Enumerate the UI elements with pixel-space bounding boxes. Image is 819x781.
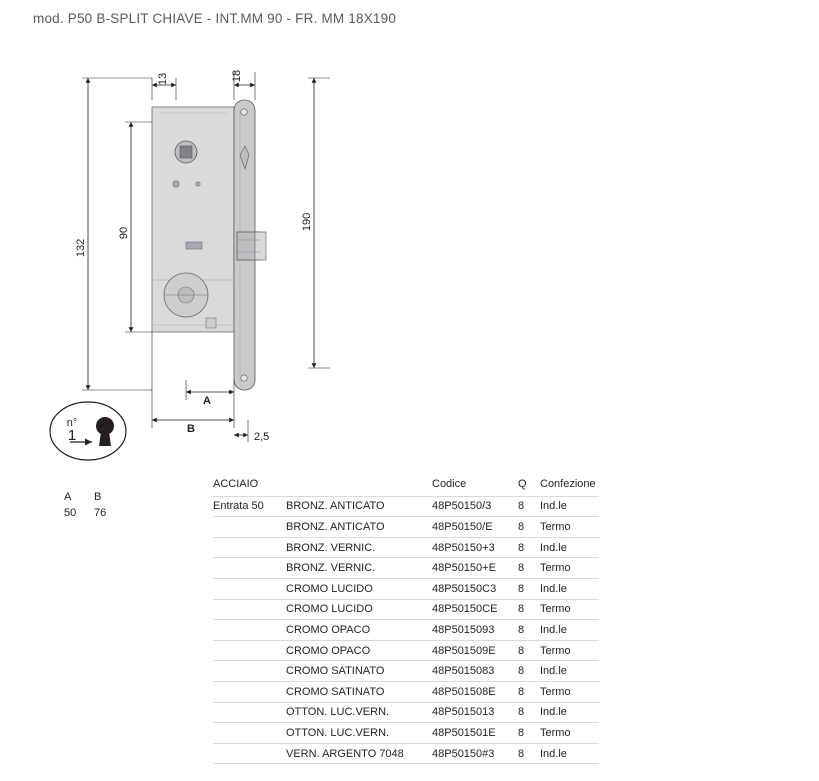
cell-codice: 48P5015013	[432, 706, 495, 719]
table-row	[213, 578, 599, 599]
dim-90: 90	[118, 226, 130, 240]
cell-codice: 48P50150#3	[432, 747, 495, 760]
table-row	[213, 681, 599, 702]
cell-codice: 48P50150/E	[432, 520, 493, 533]
cell-confezione: Ind.le	[540, 500, 567, 513]
cell-finitura: OTTON. LUC.VERN.	[286, 726, 390, 739]
ab-value-a: 50	[64, 507, 77, 519]
cell-confezione: Ind.le	[540, 747, 567, 760]
cell-finitura: OTTON. LUC.VERN.	[286, 706, 390, 719]
cell-q: 8	[518, 520, 525, 533]
key-symbol-label-bottom: 1	[67, 427, 77, 444]
table-header-row	[213, 474, 599, 496]
cell-q: 8	[518, 685, 525, 698]
header-finish	[286, 474, 432, 496]
table-row	[213, 599, 599, 620]
table-row	[213, 743, 599, 764]
cell-codice: 48P5015093	[432, 623, 495, 636]
cell-finitura: CROMO SATINATO	[286, 665, 385, 678]
dim-13: 13	[157, 72, 169, 86]
dim-190: 190	[301, 212, 313, 232]
cell-q: 8	[518, 706, 525, 719]
table-row	[213, 640, 599, 661]
cell-entrata	[213, 558, 286, 579]
cell-q: 8	[518, 500, 525, 513]
cell-entrata	[213, 599, 286, 620]
cell-confezione: Termo	[540, 726, 571, 739]
cell-codice: 48P501509E	[432, 644, 496, 657]
table-row	[213, 620, 599, 641]
cell-q: 8	[518, 603, 525, 616]
table-row	[213, 723, 599, 744]
key-symbol-label-top: n°	[66, 417, 78, 429]
header-codice: Codice	[432, 477, 467, 490]
cell-confezione: Termo	[540, 520, 571, 533]
cell-confezione: Ind.le	[540, 623, 567, 636]
cell-finitura: BRONZ. VERNIC.	[286, 541, 376, 554]
cell-q: 8	[518, 665, 525, 678]
product-variants-table	[213, 474, 599, 764]
cell-confezione: Termo	[540, 603, 571, 616]
cell-confezione: Ind.le	[540, 665, 567, 678]
table-row	[213, 558, 599, 579]
cell-codice: 48P501501E	[432, 726, 496, 739]
cell-entrata	[213, 640, 286, 661]
key-type-symbol	[48, 400, 128, 462]
cell-confezione: Termo	[540, 685, 571, 698]
cell-entrata	[213, 743, 286, 764]
cell-q: 8	[518, 582, 525, 595]
cell-q: 8	[518, 726, 525, 739]
cell-q: 8	[518, 644, 525, 657]
cell-finitura: BRONZ. ANTICATO	[286, 520, 385, 533]
cell-codice: 48P501508E	[432, 685, 496, 698]
cell-entrata	[213, 578, 286, 599]
table-header	[213, 474, 599, 496]
ab-dimension-table	[64, 489, 112, 521]
cell-finitura: CROMO SATINATO	[286, 685, 385, 698]
cell-codice: 48P50150/3	[432, 500, 492, 513]
cell-confezione: Ind.le	[540, 706, 567, 719]
table-row	[213, 496, 599, 517]
table-row	[213, 537, 599, 558]
header-q: Q	[518, 477, 527, 490]
cell-q: 8	[518, 747, 525, 760]
cell-codice: 48P50150C3	[432, 582, 497, 595]
cell-codice: 48P50150+3	[432, 541, 495, 554]
ab-value-row	[64, 505, 112, 521]
ab-header-a: A	[64, 491, 72, 503]
cell-entrata	[213, 702, 286, 723]
header-confezione: Confezione	[540, 477, 596, 490]
cell-q: 8	[518, 623, 525, 636]
table-row	[213, 661, 599, 682]
cell-confezione: Ind.le	[540, 582, 567, 595]
table-row	[213, 702, 599, 723]
cell-confezione: Termo	[540, 562, 571, 575]
cell-entrata	[213, 620, 286, 641]
dim-18: 18	[231, 69, 243, 83]
ab-value-b: 76	[94, 507, 107, 519]
cell-entrata	[213, 517, 286, 538]
cell-q: 8	[518, 562, 525, 575]
cell-q: 8	[518, 541, 525, 554]
page-title: mod. P50 B-SPLIT CHIAVE - INT.MM 90 - FR. MM 18X190	[33, 11, 397, 26]
ab-header-row	[64, 489, 112, 505]
dim-a: A	[203, 395, 211, 407]
cell-entrata: Entrata 50	[213, 500, 264, 513]
cell-entrata	[213, 723, 286, 744]
cell-finitura: CROMO OPACO	[286, 644, 371, 657]
cell-codice: 48P5015083	[432, 665, 495, 678]
cell-finitura: BRONZ. VERNIC.	[286, 562, 376, 575]
cell-finitura: CROMO LUCIDO	[286, 603, 373, 616]
cell-confezione: Termo	[540, 644, 571, 657]
cell-confezione: Ind.le	[540, 541, 567, 554]
cell-entrata	[213, 537, 286, 558]
cell-codice: 48P50150CE	[432, 603, 498, 616]
header-material: ACCIAIO	[213, 477, 259, 490]
cell-finitura: CROMO OPACO	[286, 623, 371, 636]
ab-header-b: B	[94, 491, 102, 503]
dim-b: B	[187, 423, 195, 435]
cell-finitura: BRONZ. ANTICATO	[286, 500, 385, 513]
table-row	[213, 517, 599, 538]
cell-entrata	[213, 661, 286, 682]
cell-codice: 48P50150+E	[432, 562, 496, 575]
table-body	[213, 496, 599, 764]
cell-finitura: CROMO LUCIDO	[286, 582, 373, 595]
cell-finitura: VERN. ARGENTO 7048	[286, 747, 404, 760]
dim-132: 132	[75, 238, 87, 258]
cell-entrata	[213, 681, 286, 702]
dim-2-5: 2,5	[254, 431, 270, 443]
